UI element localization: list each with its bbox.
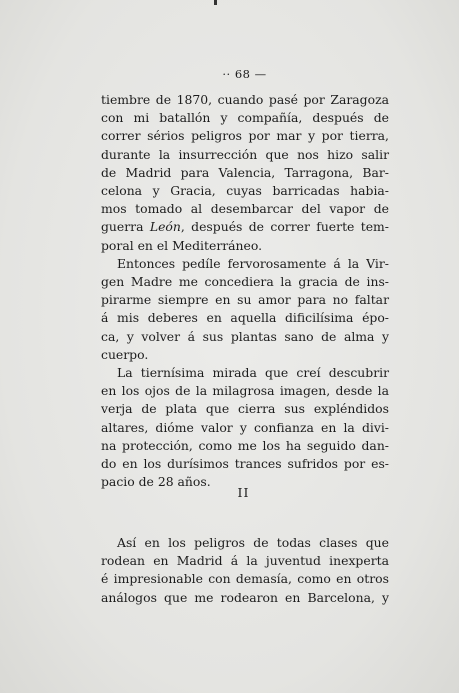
text-line: ca, y volver á sus plantas sano de alma y	[101, 328, 389, 344]
text-line: é impresionable con demasía, como en otros	[101, 571, 389, 587]
ship-name-italic: León	[149, 219, 181, 235]
text-fragment: guerra	[101, 219, 150, 235]
text-line: durante la insurrección que nos hizo salir	[101, 146, 389, 162]
text-fragment: , después de correr fuerte tem-	[180, 219, 389, 235]
text-line: gen Madre me concediera la gracia de ins-	[101, 274, 389, 290]
text-line: con mi batallón y compañía, después de	[101, 110, 389, 126]
text-line-with-italic	[101, 218, 389, 236]
text-line: pirarme siempre en su amor para no faltar	[101, 292, 389, 308]
paragraph-start-line: Así en los peligros de todas clases que	[117, 535, 389, 550]
text-block-1	[101, 91, 389, 491]
text-line: cuerpo.	[101, 346, 149, 362]
paragraph-start-line: La tiernísima mirada que creí descubrir	[117, 365, 389, 381]
text-line: análogos que me rodearon en Barcelona, y	[101, 589, 389, 605]
text-line: correr sérios peligros por mar y por tierra,	[101, 128, 389, 144]
text-line: á mis deberes en aquella dificilísima épo-	[101, 310, 389, 326]
text-line: altares, dióme valor y confianza en la divi-	[101, 419, 389, 435]
text-line: de Madrid para Valencia, Tarragona, Bar-	[101, 164, 389, 180]
text-line: tiembre de 1870, cuando pasé por Zaragoza	[101, 92, 389, 107]
text-line: rodean en Madrid á la juventud inexperta	[101, 553, 389, 569]
top-edge-mark	[214, 0, 217, 5]
text-line: en los ojos de la milagrosa imagen, desde la	[101, 383, 389, 399]
text-line: na protección, como me los ha seguido dan-	[101, 437, 389, 453]
page-number: ·· 68 —	[222, 67, 267, 81]
text-line: poral en el Mediterráneo.	[101, 237, 263, 253]
section-heading: II	[237, 485, 250, 500]
text-line: verja de plata que cierra sus expléndidos	[101, 401, 389, 417]
text-block-2	[101, 534, 389, 607]
text-line: celona y Gracia, cuyas barricadas habia-	[101, 183, 389, 199]
paragraph-start-line: Entonces pedíle fervorosamente á la Vir-	[117, 255, 389, 271]
text-line: pacio de 28 años.	[101, 474, 211, 490]
text-line: do en los durísimos trances sufridos por es-	[101, 456, 389, 472]
text-line: mos tomado al desembarcar del vapor de	[101, 201, 389, 217]
